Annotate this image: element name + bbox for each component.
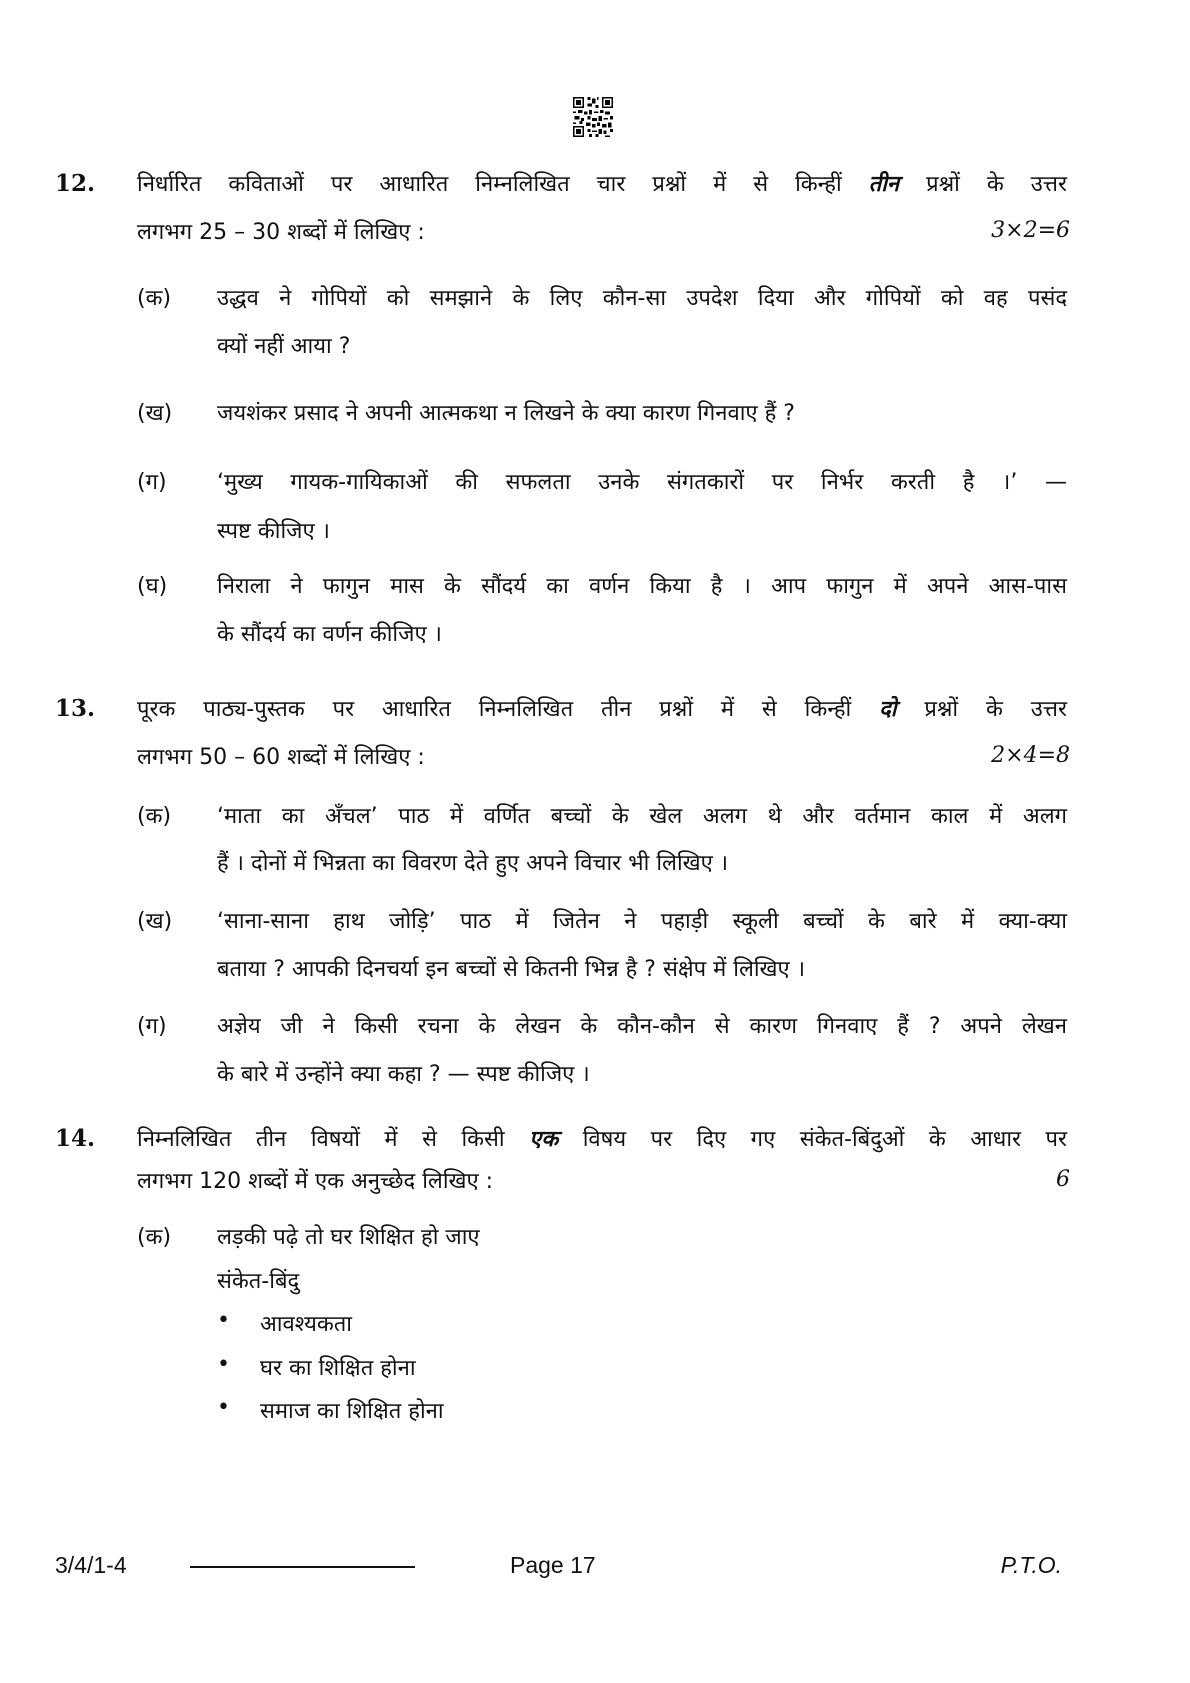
part-text: निराला ने फागुन मास के सौंदर्य का वर्णन किया है । आप फागुन में अपने आस-पास [217, 574, 1067, 599]
marks: 3×2=6 [991, 218, 1070, 243]
hint-bullet: आवश्यकता [260, 1312, 352, 1337]
part-label: (घ) [137, 574, 168, 599]
part-label: (क) [137, 804, 172, 829]
instruction-text: प्रश्नों के उत्तर [924, 697, 1068, 722]
part-text: ‘मुख्य गायक-गायिकाओं की सफलता उनके संगतकारों पर निर्भर करती है ।’ — [217, 470, 1067, 495]
part-label: (ग) [137, 1014, 167, 1039]
part-text: उद्धव ने गोपियों को समझाने के लिए कौन-सा उपदेश दिया और गोपियों को वह पसंद [217, 286, 1067, 311]
footer-divider [190, 1566, 415, 1568]
hint-bullet: घर का शिक्षित होना [260, 1356, 416, 1381]
instruction-text: विषय पर दिए गए संकेत-बिंदुओं के आधार पर [582, 1127, 1068, 1152]
bullet-icon: • [217, 1352, 230, 1377]
instruction-text: निर्धारित कविताओं पर आधारित निम्नलिखित चार प्रश्नों में से किन्हीं [137, 172, 842, 197]
part-text: स्पष्ट कीजिए । [217, 519, 331, 544]
part-text: ‘माता का अँचल’ पाठ में वर्णित बच्चों के खेल अलग थे और वर्तमान काल में अलग [217, 804, 1067, 829]
instruction-emphasis: एक [529, 1127, 559, 1152]
instruction-text: प्रश्नों के उत्तर [926, 172, 1068, 197]
part-text: ‘साना-साना हाथ जोड़ि’ पाठ में जितेन ने पहाड़ी स्कूली बच्चों के बारे में क्या-क्या [217, 909, 1067, 934]
part-text: बताया ? आपकी दिनचर्या इन बच्चों से कितनी भिन्न है ? संक्षेप में लिखिए । [217, 957, 806, 982]
part-text: अज्ञेय जी ने किसी रचना के लेखन के कौन-कौन से कारण गिनवाए हैं ? अपने लेखन [217, 1014, 1067, 1039]
page-number: Page 17 [510, 1552, 596, 1578]
please-turn-over: P.T.O. [1000, 1552, 1062, 1578]
part-label: (ग) [137, 470, 167, 495]
part-text: हैं । दोनों में भिन्नता का विवरण देते हुए अपने विचार भी लिखिए । [217, 851, 729, 876]
question-number: 13. [55, 695, 96, 722]
question-number: 12. [55, 170, 96, 197]
part-text: के बारे में उन्होंने क्या कहा ? — स्पष्ट कीजिए । [217, 1062, 590, 1087]
question-number: 14. [55, 1125, 96, 1152]
part-text: जयशंकर प्रसाद ने अपनी आत्मकथा न लिखने के क्या कारण गिनवाए हैं ? [217, 401, 795, 426]
question-instruction-line2: लगभग 50 – 60 शब्दों में लिखिए : [137, 745, 425, 770]
question-instruction-line2: लगभग 120 शब्दों में एक अनुच्छेद लिखिए : [137, 1169, 494, 1194]
question-instruction-line1 [137, 695, 1067, 725]
paper-code: 3/4/1-4 [55, 1552, 127, 1578]
instruction-emphasis: तीन [868, 172, 900, 197]
instruction-emphasis: दो [879, 697, 897, 722]
question-instruction-line2: लगभग 25 – 30 शब्दों में लिखिए : [137, 220, 425, 245]
bullet-icon: • [217, 1308, 230, 1333]
part-text: के सौंदर्य का वर्णन कीजिए । [217, 622, 442, 647]
instruction-text: पूरक पाठ्य-पुस्तक पर आधारित निम्नलिखित तीन प्रश्नों में से किन्हीं [137, 697, 852, 722]
instruction-text: निम्नलिखित तीन विषयों में से किसी [137, 1127, 505, 1152]
marks: 6 [1056, 1167, 1070, 1192]
part-label: (क) [137, 1225, 172, 1250]
part-text: क्यों नहीं आया ? [217, 334, 351, 359]
part-label: (ख) [137, 909, 173, 934]
question-instruction-line1 [137, 1125, 1067, 1155]
bullet-icon: • [217, 1395, 230, 1420]
question-instruction-line1 [137, 170, 1067, 200]
topic-title: लड़की पढ़े तो घर शिक्षित हो जाए [217, 1225, 480, 1250]
marks: 2×4=8 [991, 743, 1070, 768]
hint-bullet: समाज का शिक्षित होना [260, 1399, 444, 1424]
part-label: (ख) [137, 401, 173, 426]
hint-heading: संकेत-बिंदु [217, 1269, 300, 1294]
part-label: (क) [137, 286, 172, 311]
qr-code-icon [573, 97, 613, 137]
